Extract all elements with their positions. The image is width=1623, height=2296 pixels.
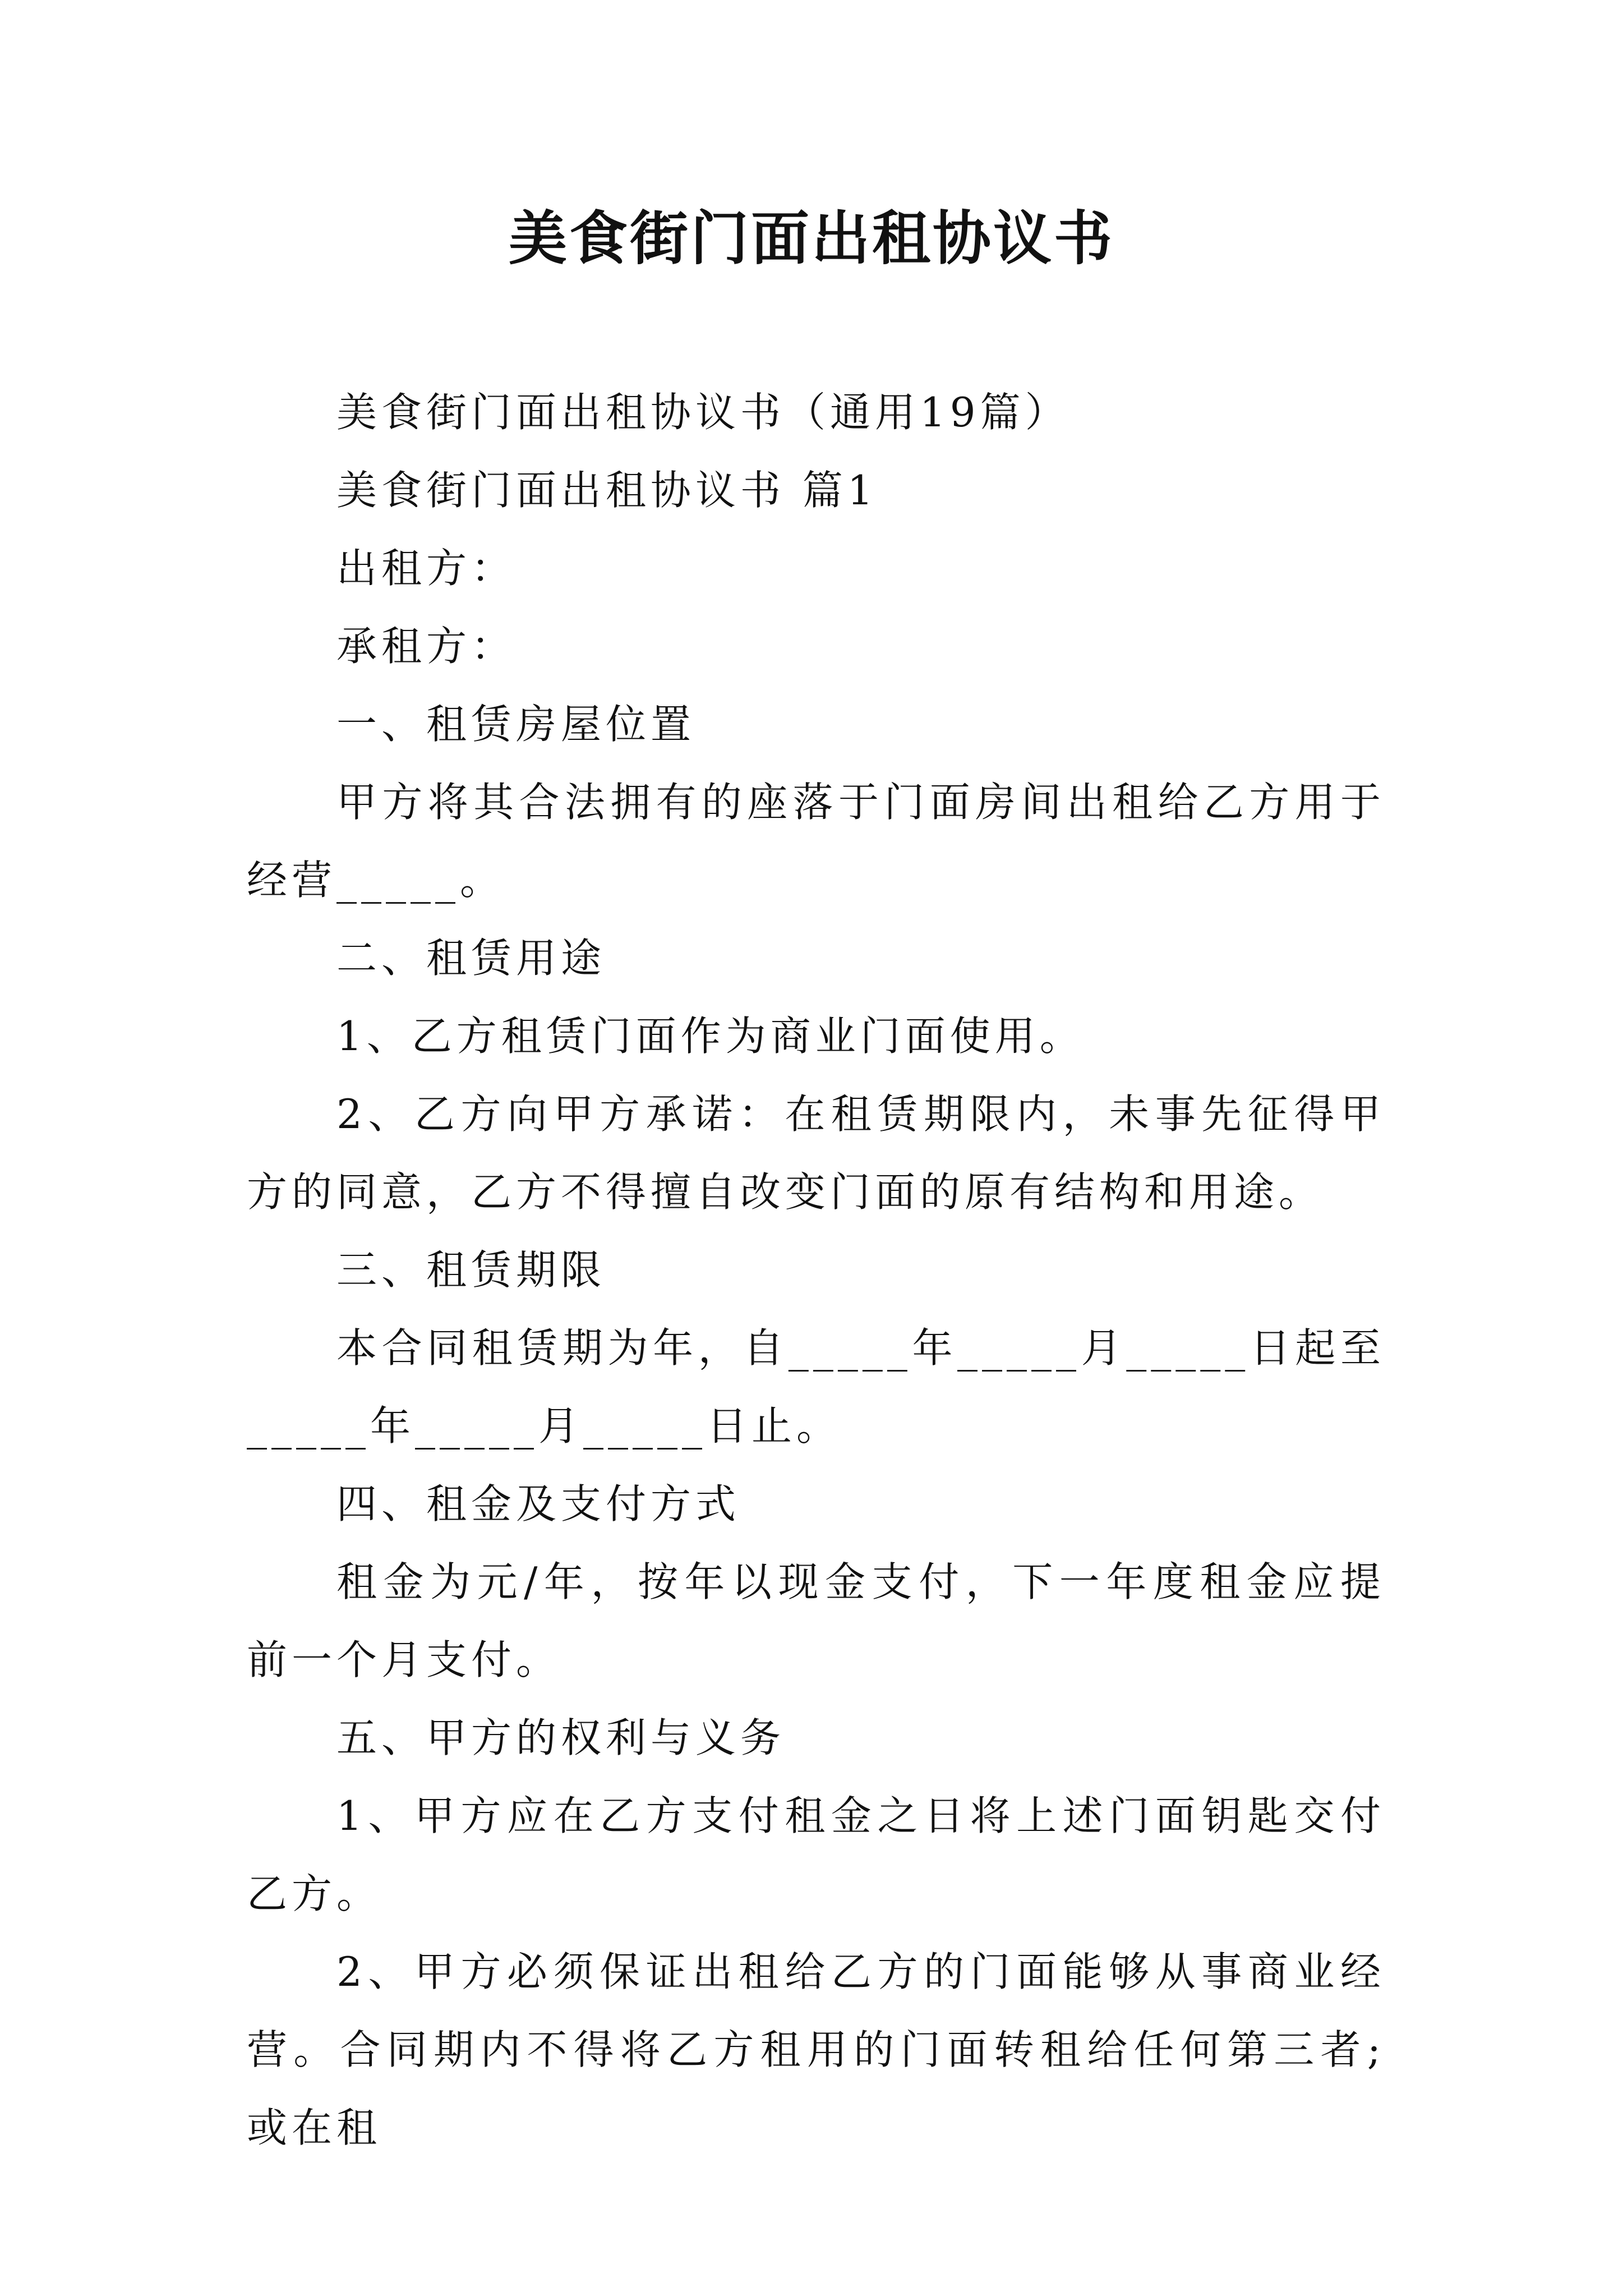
clause-heading-term: 三、租赁期限 <box>336 1246 606 1294</box>
clause-text-use-1: 1、乙方租赁门面作为商业门面使用。 <box>336 1013 1085 1060</box>
document-body <box>247 374 1385 2167</box>
lessor-line: 出租方： <box>336 545 517 592</box>
clause-heading-use: 二、租赁用途 <box>336 935 606 982</box>
clause-text-use-2: 2、乙方向甲方承诺：在租赁期限内，未事先征得甲方的同意，乙方不得擅自改变门面的原有结构和用途。 <box>247 1091 1385 1216</box>
clause-text-lessor-rights-1: 1、甲方应在乙方支付租金之日将上述门面钥匙交付乙方。 <box>247 1792 1385 1917</box>
document-title: 美食街门面出租协议书 <box>508 204 1114 273</box>
clause-heading-rent: 四、租金及支付方式 <box>336 1480 741 1527</box>
clause-heading-lessor-rights: 五、甲方的权利与义务 <box>336 1714 786 1761</box>
lessee-line: 承租方： <box>336 623 517 670</box>
clause-text-lessor-rights-2: 2、甲方必须保证出租给乙方的门面能够从事商业经营。合同期内不得将乙方租用的门面转租给任何第三者;或在租 <box>247 1948 1385 2151</box>
clause-text-rent: 租金为元/年，按年以现金支付，下一年度租金应提前一个月支付。 <box>247 1558 1385 1683</box>
clause-text-location: 甲方将其合法拥有的座落于门面房间出租给乙方用于经营_____。 <box>247 779 1385 904</box>
clause-heading-location: 一、租赁房屋位置 <box>336 701 696 748</box>
section-heading-article-1: 美食街门面出租协议书 篇1 <box>336 467 878 514</box>
subtitle-paragraph: 美食街门面出租协议书（通用19篇） <box>336 389 1070 436</box>
clause-text-term: 本合同租赁期为年，自_____年_____月_____日起至_____年_____月_____日止。 <box>247 1324 1385 1450</box>
